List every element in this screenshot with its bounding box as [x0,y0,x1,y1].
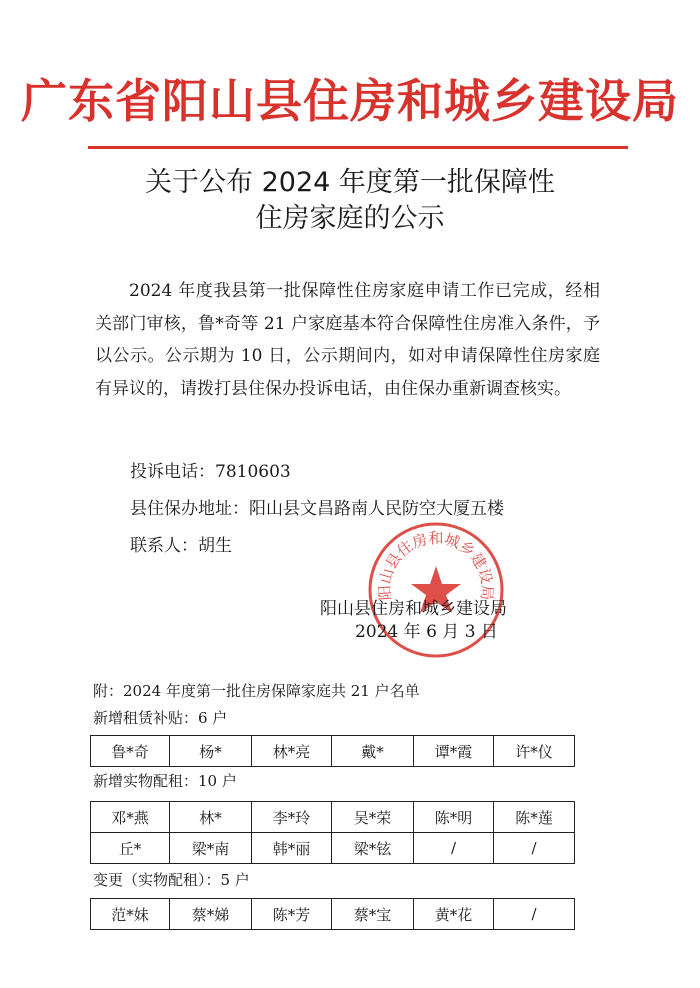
document-title-line-2: 住房家庭的公示 [255,203,445,234]
name-cell: 黄*花 [414,899,494,930]
name-cell: / [494,899,575,930]
change-physical-rental-name-table [90,898,575,930]
table-row [91,899,575,930]
attachment-title: 附：2024 年度第一批住房保障家庭共 21 户名单 [93,682,420,700]
name-cell: 蔡*娣 [170,899,252,930]
name-cell: 陈*芳 [252,899,332,930]
name-cell: 邓*燕 [91,802,170,833]
name-cell: 林* [170,802,252,833]
name-cell: 谭*霞 [414,736,494,767]
name-cell: / [414,833,494,864]
name-cell: 吴*荣 [332,802,414,833]
group-label-change-physical-rental: 变更（实物配租）：5 户 [93,871,250,889]
signing-organization: 阳山县住房和城乡建设局 [320,599,507,619]
name-cell: 戴* [332,736,414,767]
name-cell: 陈*莲 [494,802,575,833]
svg-text:阳山县住房和城乡建设局: 阳山县住房和城乡建设局 [375,529,497,601]
name-cell: 鲁*奇 [91,736,170,767]
document-title-line-1: 关于公布 2024 年度第一批保障性 [145,167,555,198]
group-label-new-physical-rental: 新增实物配租：10 户 [93,772,237,790]
name-cell: 韩*丽 [252,833,332,864]
name-cell: 杨* [170,736,252,767]
new-physical-rental-name-table [90,801,575,864]
name-cell: 梁*南 [170,833,252,864]
table-row [91,833,575,864]
complaint-phone: 投诉电话：7810603 [130,462,291,482]
name-cell: 许*仪 [494,736,575,767]
name-cell: 范*妹 [91,899,170,930]
group-label-rental-subsidy: 新增租赁补贴：6 户 [93,709,228,727]
letterhead-agency-name: 广东省阳山县住房和城乡建设局 [21,74,679,128]
office-address: 县住保办地址：阳山县文昌路南人民防空大厦五楼 [130,499,504,519]
contact-person: 联系人：胡生 [130,536,232,556]
table-row [91,802,575,833]
notice-body-paragraph: 2024 年度我县第一批保障性住房家庭申请工作已完成，经相关部门审核，鲁*奇等 21 户家庭基本符合保障性住房准入条件，予以公示。公示期为 10 日，公示期间内，如对申请保障性住房家庭有异议的，请拨打县住保办投诉电话，由住保办重新调查核实。 [95,281,600,399]
signing-date: 2024 年 6 月 3 日 [355,622,498,642]
letterhead-divider [88,146,628,149]
name-cell: 丘* [91,833,170,864]
name-cell: / [494,833,575,864]
name-cell: 蔡*宝 [332,899,414,930]
name-cell: 陈*明 [414,802,494,833]
table-row [91,736,575,767]
rental-subsidy-name-table [90,735,575,767]
name-cell: 李*玲 [252,802,332,833]
name-cell: 林*亮 [252,736,332,767]
name-cell: 梁*铉 [332,833,414,864]
